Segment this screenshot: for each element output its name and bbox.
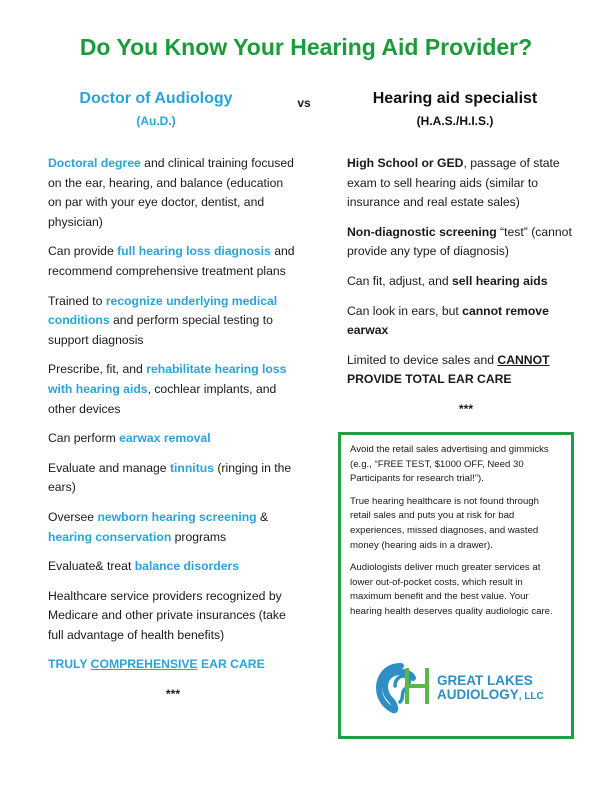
aud-text: and clinical training focused on the ear, hearing, and balance (education on par with your eye doctor, dentist, and physician) (48, 156, 294, 229)
aud-highlight: recognize underlying medical conditions (48, 293, 278, 328)
advice-box (338, 432, 574, 739)
has-item (347, 154, 585, 213)
vs-label: vs (297, 96, 311, 110)
has-text: Can fit, adjust, and (347, 273, 453, 288)
logo-text (437, 674, 544, 704)
aud-text: Prescribe, fit, and (48, 362, 147, 377)
has-text: “test” (cannot provide any type of diagnosis) (347, 224, 572, 259)
has-bold: PROVIDE TOTAL EAR CARE (347, 372, 512, 387)
aud-item (48, 557, 298, 577)
closing-text: EAR CARE (197, 657, 265, 672)
aud-text: , cochlear implants, and other devices (48, 381, 277, 416)
aud-text: programs (171, 529, 227, 544)
has-bold: sell hearing aids (452, 273, 548, 288)
aud-highlight: tinnitus (169, 460, 214, 475)
has-text: Limited to device sales and (347, 352, 498, 367)
aud-stars: *** (165, 687, 181, 702)
aud-item (48, 429, 298, 449)
aud-subheading: (Au.D.) (136, 114, 176, 128)
aud-highlight: full hearing loss diagnosis (117, 244, 271, 259)
company-logo (373, 660, 563, 716)
aud-column-heading (40, 90, 272, 128)
has-bold: CANNOT (497, 352, 550, 367)
aud-highlight: balance disorders (134, 559, 240, 574)
aud-item (48, 459, 298, 498)
aud-highlight: Doctoral degree (48, 156, 141, 170)
has-column-heading (330, 90, 580, 128)
advice-paragraph: True hearing healthcare is not found through retail sales and puts you at risk for bad experiences, missed diagnoses, and wasted money (hearing aids in a drawer). (350, 495, 539, 551)
ear-logo-icon (373, 660, 435, 716)
aud-highlight: newborn hearing screening (97, 509, 257, 524)
aud-text: Evaluate and manage (48, 460, 170, 475)
has-bold: cannot remove earwax (347, 303, 549, 338)
has-bold: High School or GED (347, 156, 464, 170)
aud-item (48, 508, 298, 547)
logo-line2 (437, 688, 544, 704)
aud-text: Oversee (48, 509, 98, 524)
aud-highlight: earwax removal (119, 431, 211, 446)
aud-closing (48, 655, 298, 675)
has-item (347, 351, 585, 390)
page-title: Do You Know Your Hearing Aid Provider? (79, 34, 533, 60)
has-list (347, 154, 585, 430)
aud-list (48, 154, 298, 715)
logo-suffix: , LLC (518, 691, 544, 702)
aud-item (48, 292, 298, 351)
closing-text: COMPREHENSIVE (90, 657, 198, 672)
has-item (347, 223, 585, 262)
aud-item (48, 154, 298, 232)
advice-paragraph: Avoid the retail sales advertising and gimmicks (e.g., “FREE TEST, $1000 OFF, Need 30 Participants for research trial!”). (350, 444, 549, 485)
aud-text: and perform special testing to support diagnosis (48, 313, 273, 347)
aud-text: & (256, 509, 269, 524)
aud-text: and recommend comprehensive treatment plans (48, 244, 295, 278)
aud-text: (ringing in the ears) (48, 460, 292, 495)
has-item (347, 302, 585, 341)
aud-text: Can perform (48, 431, 120, 446)
has-item (347, 272, 585, 292)
aud-item (48, 587, 298, 646)
has-text: , passage of state exam to sell hearing aids (similar to insurance and real estate sales) (347, 156, 560, 210)
logo-line2-text: AUDIOLOGY (437, 687, 519, 702)
has-bold: Non-diagnostic screening (347, 224, 497, 239)
aud-highlight: rehabilitate hearing loss with hearing aids (48, 362, 287, 396)
aud-text: Trained to (48, 293, 106, 308)
logo-line1: GREAT LAKES (437, 673, 533, 688)
has-heading: Hearing aid specialist (372, 90, 538, 107)
aud-heading: Doctor of Audiology (79, 90, 233, 107)
aud-text: Healthcare service providers recognized by Medicare and other private insurances (take full advantage of health benefits) (48, 588, 286, 642)
closing-text: TRULY (48, 657, 91, 672)
aud-text: Evaluate& treat (48, 559, 135, 574)
aud-item (48, 242, 298, 281)
aud-item (48, 360, 298, 419)
aud-text: Can provide (48, 244, 118, 259)
aud-highlight: hearing conservation (48, 529, 172, 544)
advice-paragraph: Audiologists deliver much greater services at lower out-of-pocket costs, which result in maximum benefit and the best value. Your hearing health deserves quality audiologic care. (350, 562, 553, 617)
has-stars: *** (458, 401, 474, 416)
has-subheading: (H.A.S./H.I.S.) (416, 114, 494, 128)
has-text: Can look in ears, but (347, 303, 463, 318)
